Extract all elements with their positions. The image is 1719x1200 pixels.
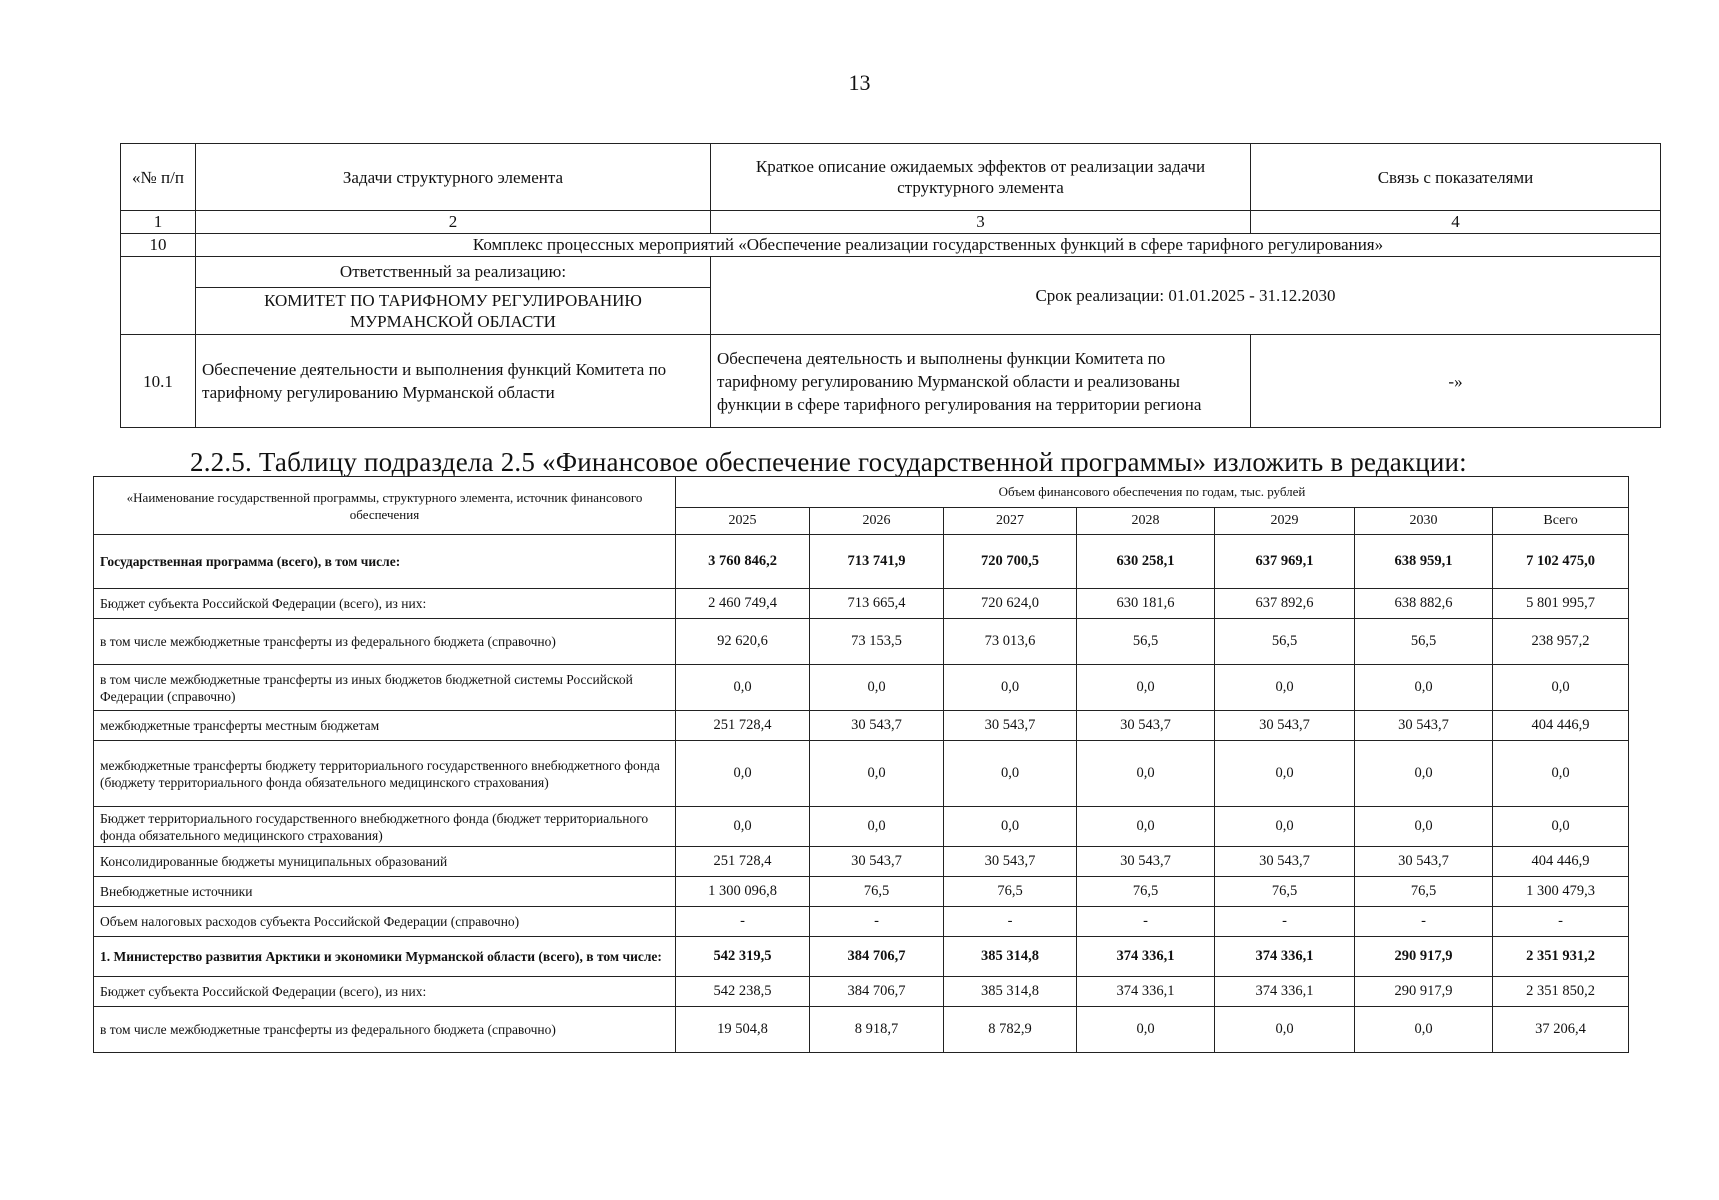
year-header: 2028	[1077, 508, 1215, 535]
value-cell: 0,0	[944, 807, 1077, 847]
value-cell: 404 446,9	[1493, 711, 1629, 741]
value-cell: 76,5	[810, 877, 944, 907]
year-header: Всего	[1493, 508, 1629, 535]
row-name: в том числе межбюджетные трансферты из федерального бюджета (справочно)	[94, 619, 676, 665]
value-cell: 7 102 475,0	[1493, 535, 1629, 589]
value-cell: 73 013,6	[944, 619, 1077, 665]
table-row	[94, 711, 1629, 741]
value-cell: 251 728,4	[676, 711, 810, 741]
table-row	[94, 877, 1629, 907]
value-cell: -	[944, 907, 1077, 937]
value-cell: 0,0	[1077, 807, 1215, 847]
value-cell: 19 504,8	[676, 1007, 810, 1053]
finance-body	[94, 535, 1629, 1053]
section-row	[121, 234, 1661, 257]
row-name: в том числе межбюджетные трансферты из федерального бюджета (справочно)	[94, 1007, 676, 1053]
value-cell: 76,5	[1355, 877, 1493, 907]
page-number: 13	[848, 70, 871, 95]
value-cell: 638 959,1	[1355, 535, 1493, 589]
value-cell: 0,0	[1355, 665, 1493, 711]
row-name: Внебюджетные источники	[94, 877, 676, 907]
responsible-row	[121, 257, 1661, 288]
table-row	[94, 977, 1629, 1007]
value-cell: 5 801 995,7	[1493, 589, 1629, 619]
col-number: 3	[711, 211, 1251, 234]
value-cell: 0,0	[1215, 665, 1355, 711]
value-cell: 0,0	[810, 741, 944, 807]
value-cell: 76,5	[1215, 877, 1355, 907]
year-header: 2029	[1215, 508, 1355, 535]
value-cell: 30 543,7	[944, 847, 1077, 877]
header-num: «№ п/п	[121, 144, 196, 211]
value-cell: 290 917,9	[1355, 937, 1493, 977]
task-link: -»	[1251, 335, 1661, 428]
row-name: межбюджетные трансферты бюджету территориального государственного внебюджетного фонда (бюджету территориального фонда обязательного медицинского страхования)	[94, 741, 676, 807]
value-cell: 542 319,5	[676, 937, 810, 977]
value-cell: 0,0	[1493, 741, 1629, 807]
tasks-table	[120, 143, 1661, 428]
value-cell: 0,0	[944, 665, 1077, 711]
value-cell: 30 543,7	[810, 847, 944, 877]
row-name: 1. Министерство развития Арктики и экономики Мурманской области (всего), в том числе:	[94, 937, 676, 977]
value-cell: 251 728,4	[676, 847, 810, 877]
header-link: Связь с показателями	[1251, 144, 1661, 211]
value-cell: 0,0	[1355, 741, 1493, 807]
value-cell: 238 957,2	[1493, 619, 1629, 665]
value-cell: 637 969,1	[1215, 535, 1355, 589]
value-cell: -	[1215, 907, 1355, 937]
value-cell: 0,0	[1077, 665, 1215, 711]
row-name: Государственная программа (всего), в том числе:	[94, 535, 676, 589]
row-name: Бюджет субъекта Российской Федерации (всего), из них:	[94, 589, 676, 619]
year-header: 2030	[1355, 508, 1493, 535]
table-row	[94, 907, 1629, 937]
value-cell: 30 543,7	[810, 711, 944, 741]
value-cell: -	[676, 907, 810, 937]
value-cell: 2 460 749,4	[676, 589, 810, 619]
value-cell: 374 336,1	[1077, 977, 1215, 1007]
value-cell: 720 700,5	[944, 535, 1077, 589]
col-number: 1	[121, 211, 196, 234]
value-cell: 0,0	[944, 741, 1077, 807]
task-description: Обеспечение деятельности и выполнения функций Комитета по тарифному регулированию Мурманской области	[196, 335, 711, 428]
table-row	[94, 807, 1629, 847]
value-cell: 37 206,4	[1493, 1007, 1629, 1053]
value-cell: 92 620,6	[676, 619, 810, 665]
value-cell: 30 543,7	[1215, 847, 1355, 877]
section-heading: 2.2.5. Таблицу подраздела 2.5 «Финансовое обеспечение государственной программы» изложить в редакции:	[190, 447, 1467, 477]
value-cell: 713 665,4	[810, 589, 944, 619]
table-row	[94, 619, 1629, 665]
value-cell: 542 238,5	[676, 977, 810, 1007]
finance-name-header: «Наименование государственной программы, структурного элемента, источник финансового обеспечения	[94, 477, 676, 535]
value-cell: 385 314,8	[944, 937, 1077, 977]
value-cell: 0,0	[1493, 807, 1629, 847]
section-num: 10	[121, 234, 196, 257]
finance-header-row	[94, 477, 1629, 508]
value-cell: 0,0	[676, 741, 810, 807]
value-cell: 374 336,1	[1215, 937, 1355, 977]
row-name: Консолидированные бюджеты муниципальных образований	[94, 847, 676, 877]
value-cell: -	[810, 907, 944, 937]
value-cell: 30 543,7	[1077, 847, 1215, 877]
year-header: 2027	[944, 508, 1077, 535]
value-cell: 385 314,8	[944, 977, 1077, 1007]
value-cell: 2 351 931,2	[1493, 937, 1629, 977]
table-row	[94, 847, 1629, 877]
value-cell: 8 782,9	[944, 1007, 1077, 1053]
value-cell: 30 543,7	[1215, 711, 1355, 741]
value-cell: 0,0	[1355, 807, 1493, 847]
row-name: межбюджетные трансферты местным бюджетам	[94, 711, 676, 741]
value-cell: 0,0	[1355, 1007, 1493, 1053]
col-number: 2	[196, 211, 711, 234]
value-cell: 0,0	[1077, 1007, 1215, 1053]
tasks-header-row	[121, 144, 1661, 211]
table-row	[94, 665, 1629, 711]
value-cell: 2 351 850,2	[1493, 977, 1629, 1007]
header-tasks: Задачи структурного элемента	[196, 144, 711, 211]
value-cell: 56,5	[1215, 619, 1355, 665]
value-cell: -	[1355, 907, 1493, 937]
year-header: 2026	[810, 508, 944, 535]
value-cell: 637 892,6	[1215, 589, 1355, 619]
value-cell: 0,0	[810, 807, 944, 847]
table-row	[94, 937, 1629, 977]
table-row	[94, 589, 1629, 619]
header-effects: Краткое описание ожидаемых эффектов от реализации задачи структурного элемента	[711, 144, 1251, 211]
value-cell: 0,0	[1215, 807, 1355, 847]
value-cell: 0,0	[1077, 741, 1215, 807]
implementation-period: Срок реализации: 01.01.2025 - 31.12.2030	[711, 257, 1661, 335]
value-cell: 404 446,9	[1493, 847, 1629, 877]
value-cell: 374 336,1	[1077, 937, 1215, 977]
section-title: Комплекс процессных мероприятий «Обеспечение реализации государственных функций в сфере тарифного регулирования»	[196, 234, 1661, 257]
value-cell: 290 917,9	[1355, 977, 1493, 1007]
value-cell: 76,5	[944, 877, 1077, 907]
value-cell: 30 543,7	[944, 711, 1077, 741]
year-header: 2025	[676, 508, 810, 535]
value-cell: 30 543,7	[1355, 711, 1493, 741]
col-number: 4	[1251, 211, 1661, 234]
value-cell: 0,0	[1215, 741, 1355, 807]
value-cell: 8 918,7	[810, 1007, 944, 1053]
value-cell: 56,5	[1077, 619, 1215, 665]
value-cell: 630 181,6	[1077, 589, 1215, 619]
task-row	[121, 335, 1661, 428]
row-name: в том числе межбюджетные трансферты из иных бюджетов бюджетной системы Российской Федерации (справочно)	[94, 665, 676, 711]
row-name: Бюджет субъекта Российской Федерации (всего), из них:	[94, 977, 676, 1007]
row-name: Бюджет территориального государственного внебюджетного фонда (бюджет территориального фонда обязательного медицинского страхования)	[94, 807, 676, 847]
table-row	[94, 741, 1629, 807]
column-numbers-row	[121, 211, 1661, 234]
value-cell: -	[1493, 907, 1629, 937]
responsible-label: Ответственный за реализацию:	[196, 257, 711, 288]
value-cell: 0,0	[676, 665, 810, 711]
table-row	[94, 535, 1629, 589]
value-cell: -	[1077, 907, 1215, 937]
value-cell: 720 624,0	[944, 589, 1077, 619]
value-cell: 0,0	[810, 665, 944, 711]
value-cell: 1 300 479,3	[1493, 877, 1629, 907]
value-cell: 638 882,6	[1355, 589, 1493, 619]
value-cell: 713 741,9	[810, 535, 944, 589]
table-row	[94, 1007, 1629, 1053]
value-cell: 0,0	[676, 807, 810, 847]
responsible-name: КОМИТЕТ ПО ТАРИФНОМУ РЕГУЛИРОВАНИЮ МУРМАНСКОЙ ОБЛАСТИ	[196, 288, 711, 335]
value-cell: 384 706,7	[810, 937, 944, 977]
value-cell: 374 336,1	[1215, 977, 1355, 1007]
task-num: 10.1	[121, 335, 196, 428]
row-name: Объем налоговых расходов субъекта Российской Федерации (справочно)	[94, 907, 676, 937]
finance-volume-header: Объем финансового обеспечения по годам, тыс. рублей	[676, 477, 1629, 508]
value-cell: 0,0	[1215, 1007, 1355, 1053]
value-cell: 1 300 096,8	[676, 877, 810, 907]
value-cell: 384 706,7	[810, 977, 944, 1007]
value-cell: 0,0	[1493, 665, 1629, 711]
value-cell: 73 153,5	[810, 619, 944, 665]
value-cell: 56,5	[1355, 619, 1493, 665]
value-cell: 630 258,1	[1077, 535, 1215, 589]
task-effect: Обеспечена деятельность и выполнены функции Комитета по тарифному регулированию Мурманской области и реализованы функции в сфере тарифного регулирования на территории региона	[711, 335, 1251, 428]
value-cell: 3 760 846,2	[676, 535, 810, 589]
finance-table	[93, 476, 1629, 1053]
empty-cell	[121, 257, 196, 335]
value-cell: 30 543,7	[1077, 711, 1215, 741]
value-cell: 30 543,7	[1355, 847, 1493, 877]
value-cell: 76,5	[1077, 877, 1215, 907]
